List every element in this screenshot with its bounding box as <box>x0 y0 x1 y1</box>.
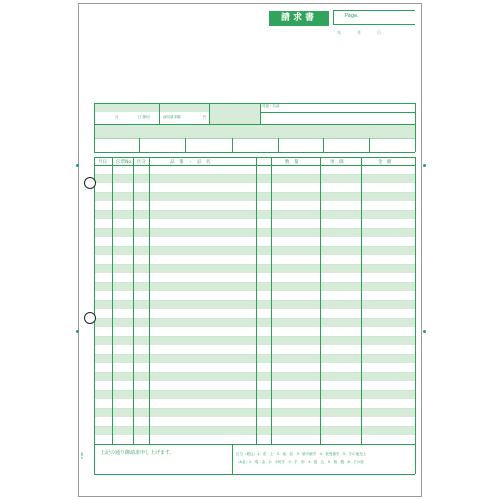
table-row-band <box>95 283 415 291</box>
table-column-rule <box>112 157 113 444</box>
col-amount: 金 額 <box>378 160 392 165</box>
table-column-rule <box>149 157 150 444</box>
header-band-left <box>95 104 159 112</box>
col-date: 月日 <box>98 160 107 165</box>
footer-divider <box>232 444 233 474</box>
fold-mark-right-1 <box>423 164 426 167</box>
page-box-left <box>333 10 334 25</box>
table-row-band <box>95 409 415 417</box>
col-quantity: 数 量 <box>285 160 299 165</box>
table-row-band <box>95 355 415 363</box>
table-column-rule <box>320 157 321 444</box>
table-column-rule <box>256 157 257 444</box>
table-row-band <box>95 229 415 237</box>
header-lower-band <box>95 125 415 138</box>
col-unit-price: 単 価 <box>330 160 344 165</box>
header-bottom-rule <box>94 152 415 153</box>
table-column-rule <box>361 157 362 444</box>
table-header-rule <box>94 165 415 166</box>
table-row-band <box>95 427 415 435</box>
header-upper-divider <box>260 103 261 124</box>
page-box-bottom <box>333 24 415 25</box>
header-right-rule <box>415 103 416 152</box>
footer-note: 上記の通り御請求申し上げます。 <box>100 450 175 456</box>
header-band-right <box>210 104 260 124</box>
yen-label: 円 <box>203 115 207 119</box>
col-item: 品 番 ・ 品 名 <box>170 160 211 165</box>
date-month: 月 <box>357 30 361 35</box>
table-row-band <box>95 337 415 345</box>
col-category: 区分 <box>137 160 146 165</box>
table-top-rule <box>94 157 415 158</box>
table-row-band <box>95 373 415 381</box>
closing-label: 日 締切 <box>138 115 150 119</box>
fold-mark-left-2 <box>76 330 79 333</box>
fold-mark-right-2 <box>423 330 426 333</box>
page-box-top <box>333 10 415 11</box>
customer-rule <box>261 112 415 113</box>
table-bottom-rule <box>94 444 415 445</box>
prev-amount-label: 前回請求額 <box>163 115 181 119</box>
date-year: 年 <box>337 30 341 35</box>
invoice-title: 請求書 <box>269 11 329 26</box>
footer-code-1: 区分（税込）1：売 上 2：返 品 3：値引値引 4：仮受値引 5：その他売上 <box>236 452 367 456</box>
fold-mark-left-1 <box>76 164 79 167</box>
table-column-rule <box>271 157 272 444</box>
header-band-mid <box>160 104 209 112</box>
footer-bottom-rule <box>94 474 415 475</box>
header-inner-rule <box>94 138 415 139</box>
page-label: Page. <box>345 13 359 19</box>
table-row-band <box>95 265 415 273</box>
table-row-band <box>95 175 415 183</box>
table-row-band <box>95 391 415 399</box>
table-row-band <box>95 301 415 309</box>
closing-month: 月 <box>115 115 119 119</box>
customer-label: 得意・名前 <box>262 104 280 108</box>
table-row-band <box>95 193 415 201</box>
spine-code: SB-8 <box>80 452 84 459</box>
table-column-rule <box>415 157 416 474</box>
footer-code-2: （A金）1：現 金 2：小切手 3：手 形 4：振 込 5：相 殺 6：その他 <box>236 460 364 464</box>
binder-hole-bottom <box>84 312 96 324</box>
date-day: 日 <box>377 30 381 35</box>
table-column-rule <box>133 157 134 444</box>
table-row-band <box>95 211 415 219</box>
table-row-band <box>95 319 415 327</box>
binder-hole-top <box>84 177 96 189</box>
table-row-band <box>95 247 415 255</box>
col-slip-no: 伝票No. <box>116 160 133 165</box>
